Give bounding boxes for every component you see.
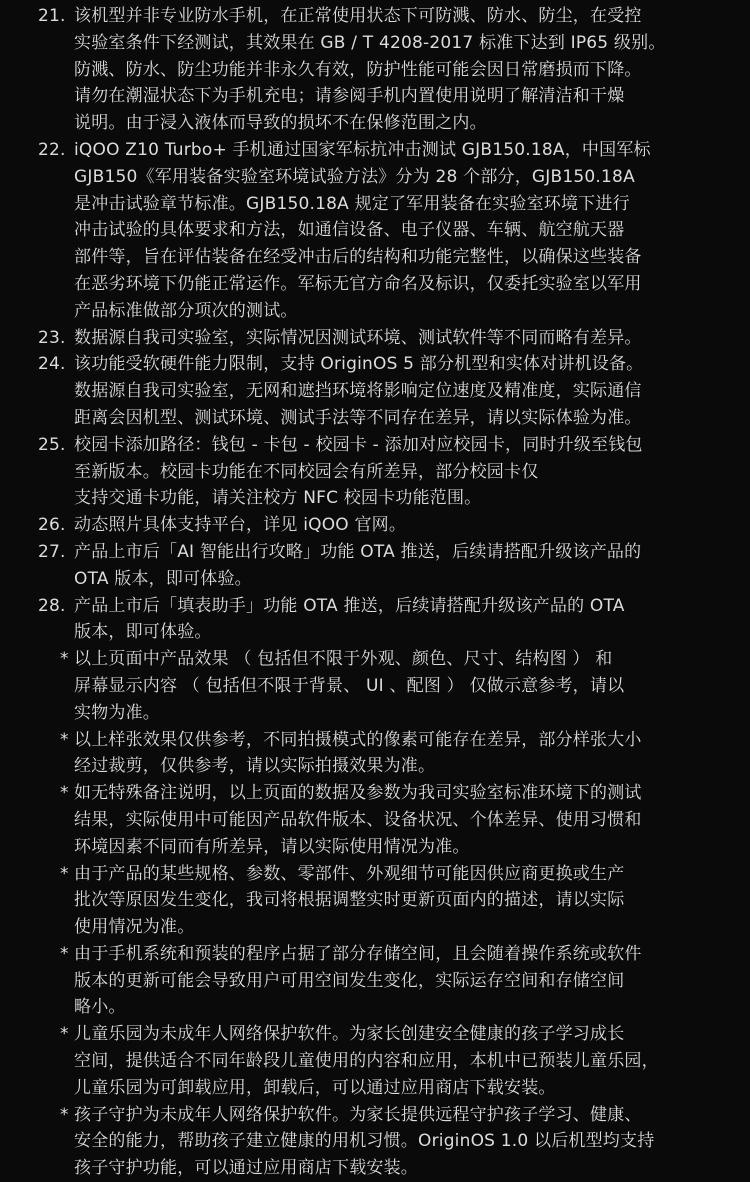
disclaimer-line: 儿童乐园为可卸载应用，卸载后，可以通过应用商店下载安装。: [74, 1077, 556, 1098]
note-text: [74, 593, 750, 647]
note-number: 27.: [38, 541, 66, 562]
asterisk-bullet: *: [60, 943, 69, 964]
note-line: 支持交通卡功能，请关注校方 NFC 校园卡功能范围。: [74, 488, 482, 509]
note-line: 数据源自我司实验室，无网和遮挡环境将影响定位速度及精准度，实际通信: [74, 381, 642, 402]
disclaimer-text: [74, 1102, 750, 1182]
asterisk-bullet: *: [60, 783, 69, 804]
note-number: 23.: [38, 327, 66, 348]
disclaimer-note: [0, 727, 750, 781]
disclaimer-note: [0, 1102, 750, 1182]
note-line: 距离会因机型、测试环境、测试手法等不同存在差异，请以实际体验为准。: [74, 407, 642, 428]
disclaimer-line: 儿童乐园为未成年人网络保护软件。为家长创建安全健康的孩子学习成长: [74, 1024, 625, 1045]
asterisk-bullet: *: [60, 1104, 69, 1125]
note-number: 28.: [38, 595, 66, 616]
note-line: 该机型并非专业防水手机，在正常使用状态下可防溅、防水、防尘，在受控: [74, 6, 642, 26]
note-number: 21.: [38, 6, 66, 26]
numbered-note: [0, 512, 750, 539]
disclaimer-line: 版本的更新可能会导致用户可用空间发生变化，实际运存空间和存储空间: [74, 970, 625, 991]
disclaimer-text: [74, 861, 750, 941]
note-text: [74, 325, 750, 352]
disclaimer-line: 略小。: [74, 997, 126, 1018]
disclaimer-line: 由于产品的某些规格、参数、零部件、外观细节可能因供应商更换或生产: [74, 863, 625, 884]
numbered-note: [0, 593, 750, 647]
numbered-note: [0, 325, 750, 352]
disclaimer-line: 以上样张效果仅供参考，不同拍摄模式的像素可能存在差异，部分样张大小: [74, 729, 642, 750]
note-line: GJB150《军用装备实验室环境试验方法》分为 28 个部分，GJB150.18A: [74, 166, 635, 187]
note-line: 至新版本。校园卡功能在不同校园会有所差异，部分校园卡仅: [74, 461, 539, 482]
note-line: 是冲击试验章节标准。GJB150.18A 规定了军用装备在实验室环境下进行: [74, 193, 630, 214]
note-text: [74, 351, 750, 431]
disclaimer-line: 空间，提供适合不同年龄段儿童使用的内容和应用，本机中已预装儿童乐园，: [74, 1051, 659, 1072]
note-line: 数据源自我司实验室，实际情况因测试环境、测试软件等不同而略有差异。: [74, 327, 642, 348]
note-text: [74, 512, 750, 539]
disclaimer-line: 安全的能力，帮助孩子建立健康的用机习惯。OriginOS 1.0 以后机型均支持: [74, 1131, 655, 1152]
disclaimer-text: [74, 727, 750, 781]
numbered-note: [0, 432, 750, 512]
disclaimer-note: [0, 941, 750, 1021]
asterisk-bullet: *: [60, 649, 69, 670]
note-line: 在恶劣环境下仍能正常运作。军标无官方命名及标识，仅委托实验室以军用: [74, 273, 642, 294]
disclaimer-text: [74, 1021, 750, 1101]
disclaimer-line: 以上页面中产品效果 （ 包括但不限于外观、颜色、尺寸、结构图 ） 和: [74, 649, 613, 670]
note-line: 产品上市后「填表助手」功能 OTA 推送，后续请搭配升级该产品的 OTA: [74, 595, 625, 616]
asterisk-bullet: *: [60, 1024, 69, 1045]
note-number: 22.: [38, 139, 66, 160]
disclaimer-note: [0, 1021, 750, 1101]
note-text: [74, 432, 750, 512]
disclaimer-text: [74, 941, 750, 1021]
numbered-note: [0, 351, 750, 431]
disclaimer-line: 批次等原因发生变化，我司将根据调整实时更新页面内的描述，请以实际: [74, 890, 625, 911]
note-line: OTA 版本，即可体验。: [74, 568, 252, 589]
note-line: 实验室条件下经测试，其效果在 GB / T 4208-2017 标准下达到 IP65 级别。: [74, 32, 666, 53]
note-number: 25.: [38, 434, 66, 455]
note-text: [74, 539, 750, 593]
note-number: 24.: [38, 354, 66, 375]
note-line: 版本，即可体验。: [74, 622, 212, 643]
note-line: 说明。由于浸入液体而导致的损坏不在保修范围之内。: [74, 113, 487, 134]
note-line: iQOO Z10 Turbo+ 手机通过国家军标抗冲击测试 GJB150.18A，中国军标: [74, 139, 651, 160]
note-line: 产品标准做部分项次的测试。: [74, 300, 298, 321]
note-line: 校园卡添加路径：钱包 - 卡包 - 校园卡 - 添加对应校园卡，同时升级至钱包: [74, 434, 643, 455]
asterisk-bullet: *: [60, 729, 69, 750]
disclaimer-note: [0, 861, 750, 941]
disclaimer-line: 结果，实际使用中可能因产品软件版本、设备状况、个体差异、使用习惯和: [74, 809, 642, 830]
note-line: 该功能受软硬件能力限制，支持 OriginOS 5 部分机型和实体对讲机设备。: [74, 354, 644, 375]
note-text: [74, 3, 750, 137]
disclaimer-line: 屏幕显示内容 （ 包括但不限于背景、 UI 、配图 ） 仅做示意参考，请以: [74, 675, 625, 696]
footnotes-list: [0, 3, 750, 1182]
disclaimer-text: [74, 780, 750, 860]
numbered-note: [0, 3, 750, 137]
note-line: 冲击试验的具体要求和方法，如通信设备、电子仪器、车辆、航空航天器: [74, 220, 625, 241]
note-line: 动态照片具体支持平台，详见 iQOO 官网。: [74, 515, 407, 536]
numbered-note: [0, 539, 750, 593]
disclaimer-line: 使用情况为准。: [74, 917, 195, 938]
note-line: 防溅、防水、防尘功能并非永久有效，防护性能可能会因日常磨损而下降。: [74, 59, 642, 80]
disclaimer-line: 孩子守护为未成年人网络保护软件。为家长提供远程守护孩子学习、健康、: [74, 1104, 642, 1125]
note-line: 产品上市后「AI 智能出行攻略」功能 OTA 推送，后续请搭配升级该产品的: [74, 541, 642, 562]
disclaimer-line: 实物为准。: [74, 702, 160, 723]
disclaimer-note: [0, 780, 750, 860]
note-line: 部件等，旨在评估装备在经受冲击后的结构和功能完整性，以确保这些装备: [74, 247, 642, 268]
note-text: [74, 137, 750, 325]
disclaimer-line: 经过裁剪，仅供参考，请以实际拍摄效果为准。: [74, 756, 436, 777]
disclaimer-note: [0, 646, 750, 726]
disclaimer-line: 如无特殊备注说明，以上页面的数据及参数为我司实验室标准环境下的测试: [74, 783, 642, 804]
asterisk-bullet: *: [60, 863, 69, 884]
disclaimer-line: 环境因素不同而有所差异，请以实际使用情况为准。: [74, 836, 470, 857]
disclaimer-line: 由于手机系统和预装的程序占据了部分存储空间，且会随着操作系统或软件: [74, 943, 642, 964]
disclaimer-text: [74, 646, 750, 726]
disclaimer-line: 孩子守护功能，可以通过应用商店下载安装。: [74, 1158, 418, 1179]
note-number: 26.: [38, 515, 66, 536]
numbered-note: [0, 137, 750, 325]
note-line: 请勿在潮湿状态下为手机充电；请参阅手机内置使用说明了解清洁和干燥: [74, 86, 625, 107]
